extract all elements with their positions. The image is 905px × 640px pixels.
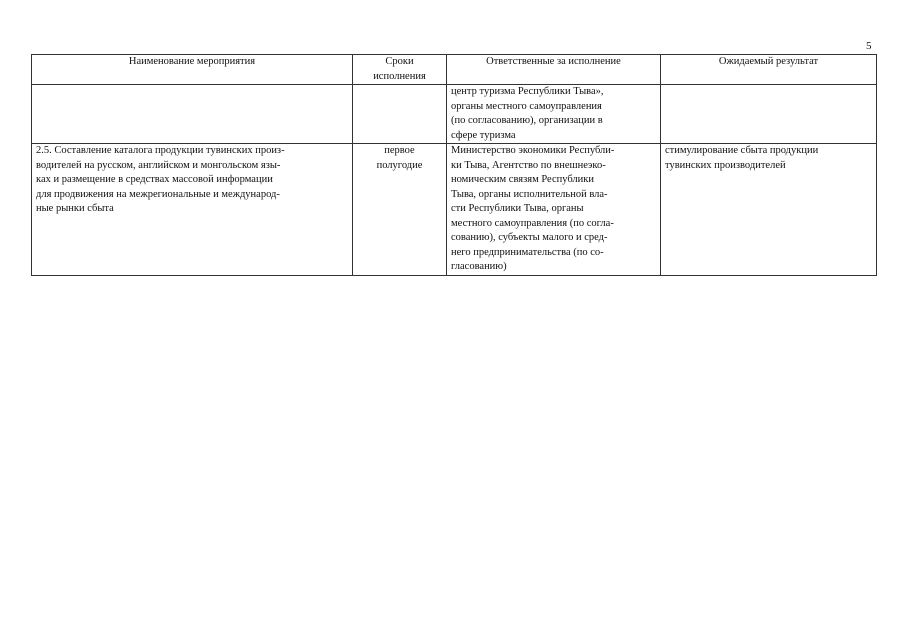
responsible-line: (по согласованию), организации в (451, 115, 603, 126)
event-line: ные рынки сбыта (36, 203, 114, 214)
header-expected-result: Ожидаемый результат (661, 55, 877, 85)
page-number: 5 (866, 40, 872, 52)
event-line: водителей на русском, английском и монгольском язы- (36, 159, 281, 171)
responsible-line: сти Республики Тыва, органы (451, 203, 584, 214)
cell-result (661, 144, 877, 276)
responsible-line: местного самоуправления (по согла- (451, 217, 614, 229)
activities-table (31, 54, 877, 276)
result-line: тувинских производителей (665, 159, 786, 171)
responsible-line: органы местного самоуправления (451, 100, 602, 112)
cell-term (353, 144, 447, 276)
term-line: первое (384, 145, 415, 156)
event-line: для продвижения на межрегиональные и международ- (36, 188, 280, 200)
responsible-line: гласованию) (451, 261, 507, 272)
cell-term (353, 85, 447, 144)
term-line: полугодие (376, 159, 423, 171)
responsible-line: Тыва, органы исполнительной вла- (451, 188, 608, 200)
header-responsible: Ответственные за исполнение (447, 55, 661, 85)
header-deadline (353, 55, 447, 85)
responsible-line: Министерство экономики Республи- (451, 145, 615, 156)
event-line: ках и размещение в средствах массовой информации (36, 174, 273, 185)
cell-event (32, 144, 353, 276)
responsible-line: сфере туризма (451, 129, 516, 141)
responsible-line: номическим связям Республики (451, 174, 595, 185)
table-row (32, 144, 877, 276)
cell-event (32, 85, 353, 144)
responsible-line: сованию), субъекты малого и сред- (451, 232, 608, 243)
responsible-line: центр туризма Республики Тыва», (451, 86, 604, 97)
cell-responsible (447, 85, 661, 144)
responsible-line: него предпринимательства (по со- (451, 246, 604, 258)
header-event-name: Наименование мероприятия (32, 55, 353, 85)
table-header-row (32, 55, 877, 85)
responsible-line: ки Тыва, Агентство по внешнеэко- (451, 159, 606, 171)
cell-result (661, 85, 877, 144)
header-deadline-text: Сроки исполнения (373, 56, 426, 82)
result-line: стимулирование сбыта продукции (665, 145, 819, 156)
table-row (32, 85, 877, 144)
event-line: 2.5. Составление каталога продукции тувинских произ- (36, 145, 285, 156)
cell-responsible (447, 144, 661, 276)
